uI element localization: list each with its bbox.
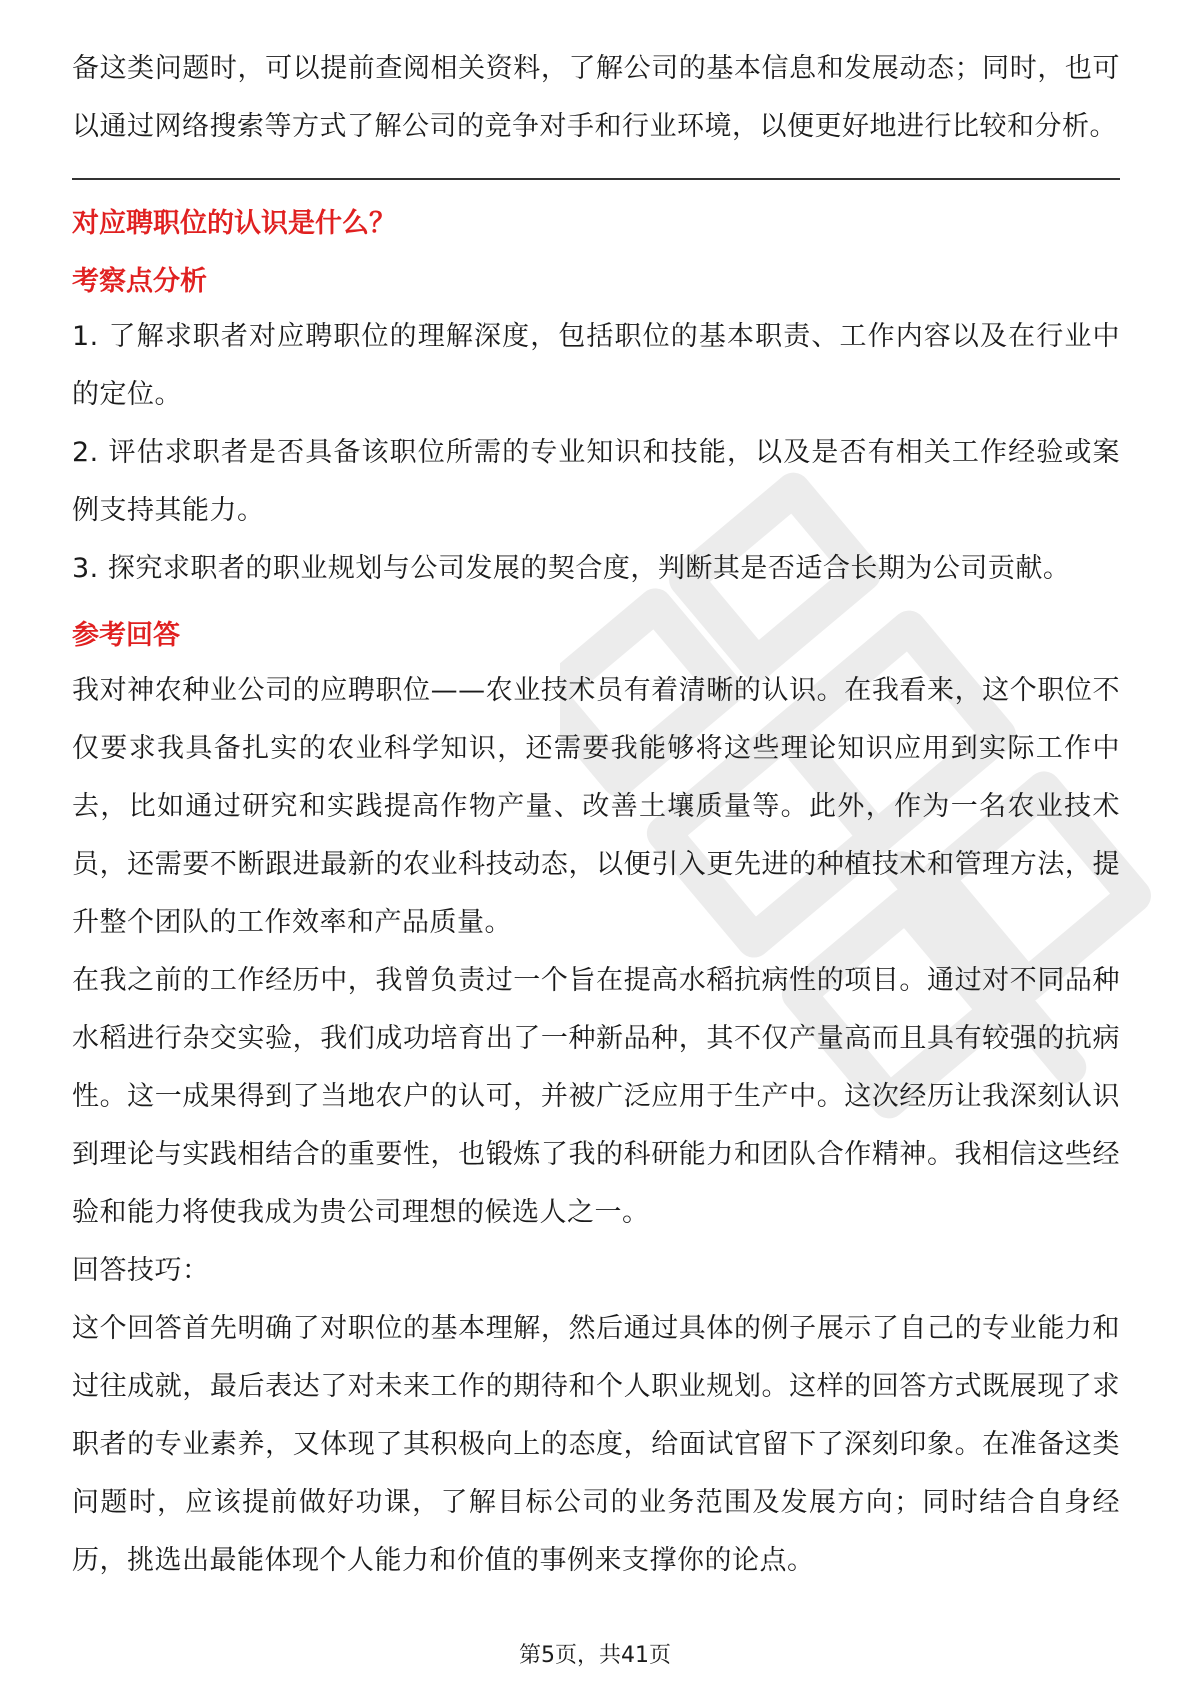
answer-body [72,662,1120,1242]
analysis-item-1: 1. 了解求职者对应聘职位的理解深度，包括职位的基本职责、工作内容以及在行业中的定位。 [72,321,1120,410]
analysis-list [72,308,1120,598]
answer-paragraph-2: 在我之前的工作经历中，我曾负责过一个旨在提高水稻抗病性的项目。通过对不同品种水稻进行杂交实验，我们成功培育出了一种新品种，其不仅产量高而且具有较强的抗病性。这一成果得到了当地农户的认可，并被广泛应用于生产中。这次经历让我深刻认识到理论与实践相结合的重要性，也锻炼了我的科研能力和团队合作精神。我相信这些经验和能力将使我成为贵公司理想的候选人之一。 [72,965,1120,1228]
section-divider [72,178,1120,180]
analysis-item-3: 3. 探究求职者的职业规划与公司发展的契合度，判断其是否适合长期为公司贡献。 [72,553,1071,584]
answer-heading: 参考回答 [72,620,180,651]
answer-paragraph-1: 我对神农种业公司的应聘职位——农业技术员有着清晰的认识。在我看来，这个职位不仅要求我具备扎实的农业科学知识，还需要我能够将这些理论知识应用到实际工作中去，比如通过研究和实践提高作物产量、改善土壤质量等。此外，作为一名农业技术员，还需要不断跟进最新的农业科技动态，以便引入更先进的种植技术和管理方法，提升整个团队的工作效率和产品质量。 [72,675,1120,938]
analysis-heading: 考察点分析 [72,266,207,297]
page-footer: 第5页，共41页 [519,1643,671,1668]
document-page [72,0,1120,1590]
tips-paragraph: 这个回答首先明确了对职位的基本理解，然后通过具体的例子展示了自己的专业能力和过往成就，最后表达了对未来工作的期待和个人职业规划。这样的回答方式既展现了求职者的专业素养，又体现了其积极向上的态度，给面试官留下了深刻印象。在准备这类问题时，应该提前做好功课，了解目标公司的业务范围及发展方向；同时结合自身经历，挑选出最能体现个人能力和价值的事例来支撑你的论点。 [72,1313,1120,1576]
analysis-item-2: 2. 评估求职者是否具备该职位所需的专业知识和技能，以及是否有相关工作经验或案例支持其能力。 [72,437,1120,526]
tips-label: 回答技巧： [72,1255,210,1286]
intro-paragraph: 备这类问题时，可以提前查阅相关资料，了解公司的基本信息和发展动态；同时，也可以通过网络搜索等方式了解公司的竞争对手和行业环境，以便更好地进行比较和分析。 [72,53,1120,142]
question-heading: 对应聘职位的认识是什么？ [72,208,396,239]
